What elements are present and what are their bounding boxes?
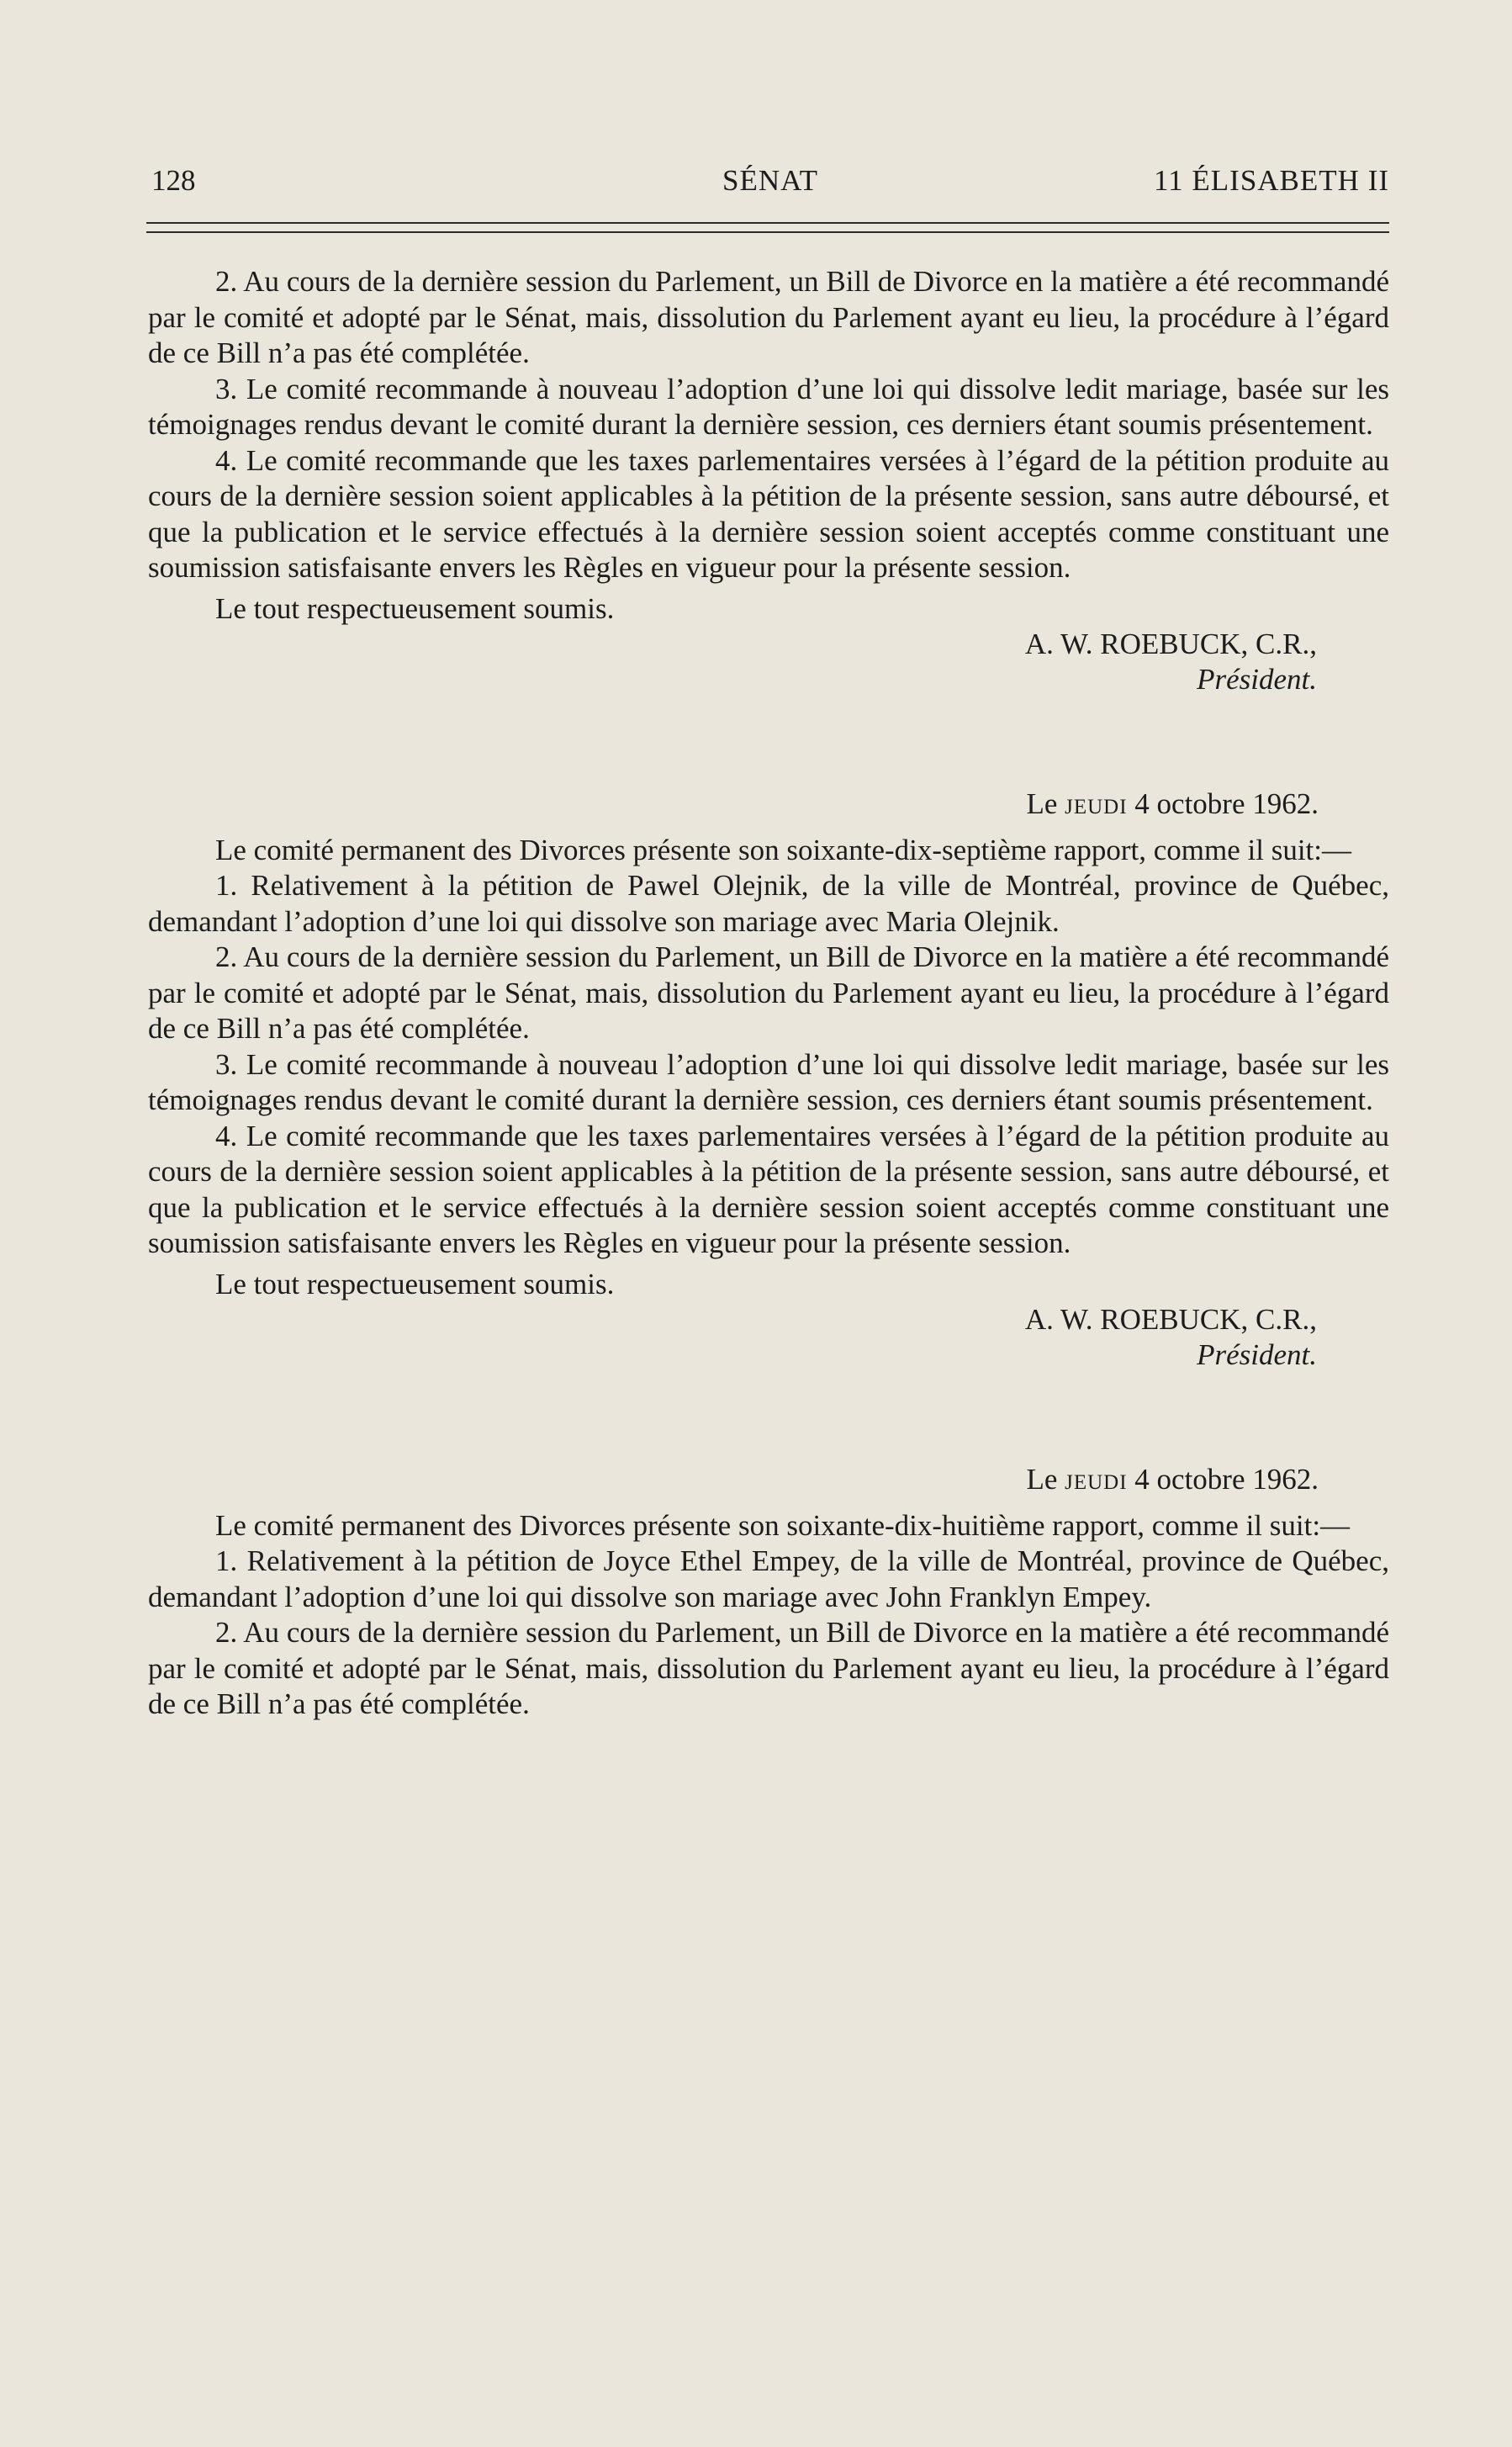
signature-block (148, 627, 1389, 697)
paragraph: 2. Au cours de la dernière session du Parlement, un Bill de Divorce en la matière a été recommandé par le comité et adopté par le Sénat, mais, dissolution du Parlement ayant eu lieu, la procédure à l’égard de ce Bill n’a pas été complétée. (148, 940, 1389, 1045)
signatory-name: A. W. ROEBUCK, C.R., (1024, 1303, 1317, 1336)
paragraph: 1. Relativement à la pétition de Joyce Ethel Empey, de la ville de Montréal, province de Québec, demandant l’adoption d’une loi qui dissolve son mariage avec John Franklyn Empey. (148, 1544, 1389, 1613)
signatory-title: Président. (1197, 663, 1317, 696)
page-header (151, 160, 1389, 202)
running-title: SÉNAT (722, 164, 818, 197)
regnal-year: 11 ÉLISABETH II (1153, 164, 1389, 197)
paragraph: 3. Le comité recommande à nouveau l’adoption d’une loi qui dissolve ledit mariage, basée sur les témoignages rendus devant le comité durant la dernière session, ces derniers étant soumis présentement. (148, 1047, 1389, 1116)
report-date (148, 787, 1389, 823)
report-continued (148, 264, 1389, 697)
report-77 (148, 787, 1389, 1373)
date-day: jeudi (1065, 1463, 1128, 1496)
paragraph: 4. Le comité recommande que les taxes parlementaires versées à l’égard de la pétition produite au cours de la dernière session soient applicables à la pétition de la présente session, sans autre déboursé, et que la publication et le service effectués à la dernière session soient acceptés comme constituant une soumission satisfaisante envers les Règles en vigueur pour la présente session. (148, 443, 1389, 584)
signature-block (148, 1302, 1389, 1373)
closing-line: Le tout respectueusement soumis. (215, 591, 615, 625)
signatory-name: A. W. ROEBUCK, C.R., (1024, 628, 1317, 660)
report-78 (148, 1462, 1389, 1723)
paragraph: 2. Au cours de la dernière session du Parlement, un Bill de Divorce en la matière a été recommandé par le comité et adopté par le Sénat, mais, dissolution du Parlement ayant eu lieu, la procédure à l’égard de ce Bill n’a pas été complétée. (148, 265, 1389, 369)
date-prefix: Le (1026, 1463, 1058, 1496)
date-day: jeudi (1065, 787, 1128, 820)
paragraph: 4. Le comité recommande que les taxes parlementaires versées à l’égard de la pétition produite au cours de la dernière session soient applicables à la pétition de la présente session, sans autre déboursé, et que la publication et le service effectués à la dernière session soient acceptés comme constituant une soumission satisfaisante envers les Règles en vigueur pour la présente session. (148, 1119, 1389, 1259)
page-body (148, 264, 1389, 1723)
report-date (148, 1462, 1389, 1498)
paragraph: 2. Au cours de la dernière session du Parlement, un Bill de Divorce en la matière a été recommandé par le comité et adopté par le Sénat, mais, dissolution du Parlement ayant eu lieu, la procédure à l’égard de ce Bill n’a pas été complétée. (148, 1616, 1389, 1720)
paragraph: 3. Le comité recommande à nouveau l’adoption d’une loi qui dissolve ledit mariage, basée sur les témoignages rendus devant le comité durant la dernière session, ces derniers étant soumis présentement. (148, 372, 1389, 441)
report-intro: Le comité permanent des Divorces présente son soixante-dix-huitième rapport, comme il suit:— (215, 1508, 1351, 1542)
date-rest: 4 octobre 1962. (1134, 787, 1319, 820)
date-rest: 4 octobre 1962. (1134, 1463, 1319, 1496)
page-number: 128 (151, 164, 196, 197)
signatory-title: Président. (1197, 1338, 1317, 1371)
date-prefix: Le (1026, 787, 1058, 820)
header-rule-bottom (146, 231, 1389, 233)
closing-line: Le tout respectueusement soumis. (215, 1267, 615, 1300)
header-rule-top (146, 222, 1389, 224)
report-intro: Le comité permanent des Divorces présente son soixante-dix-septième rapport, comme il suit:— (215, 833, 1351, 866)
paragraph: 1. Relativement à la pétition de Pawel Olejnik, de la ville de Montréal, province de Québec, demandant l’adoption d’une loi qui dissolve son mariage avec Maria Olejnik. (148, 869, 1389, 938)
